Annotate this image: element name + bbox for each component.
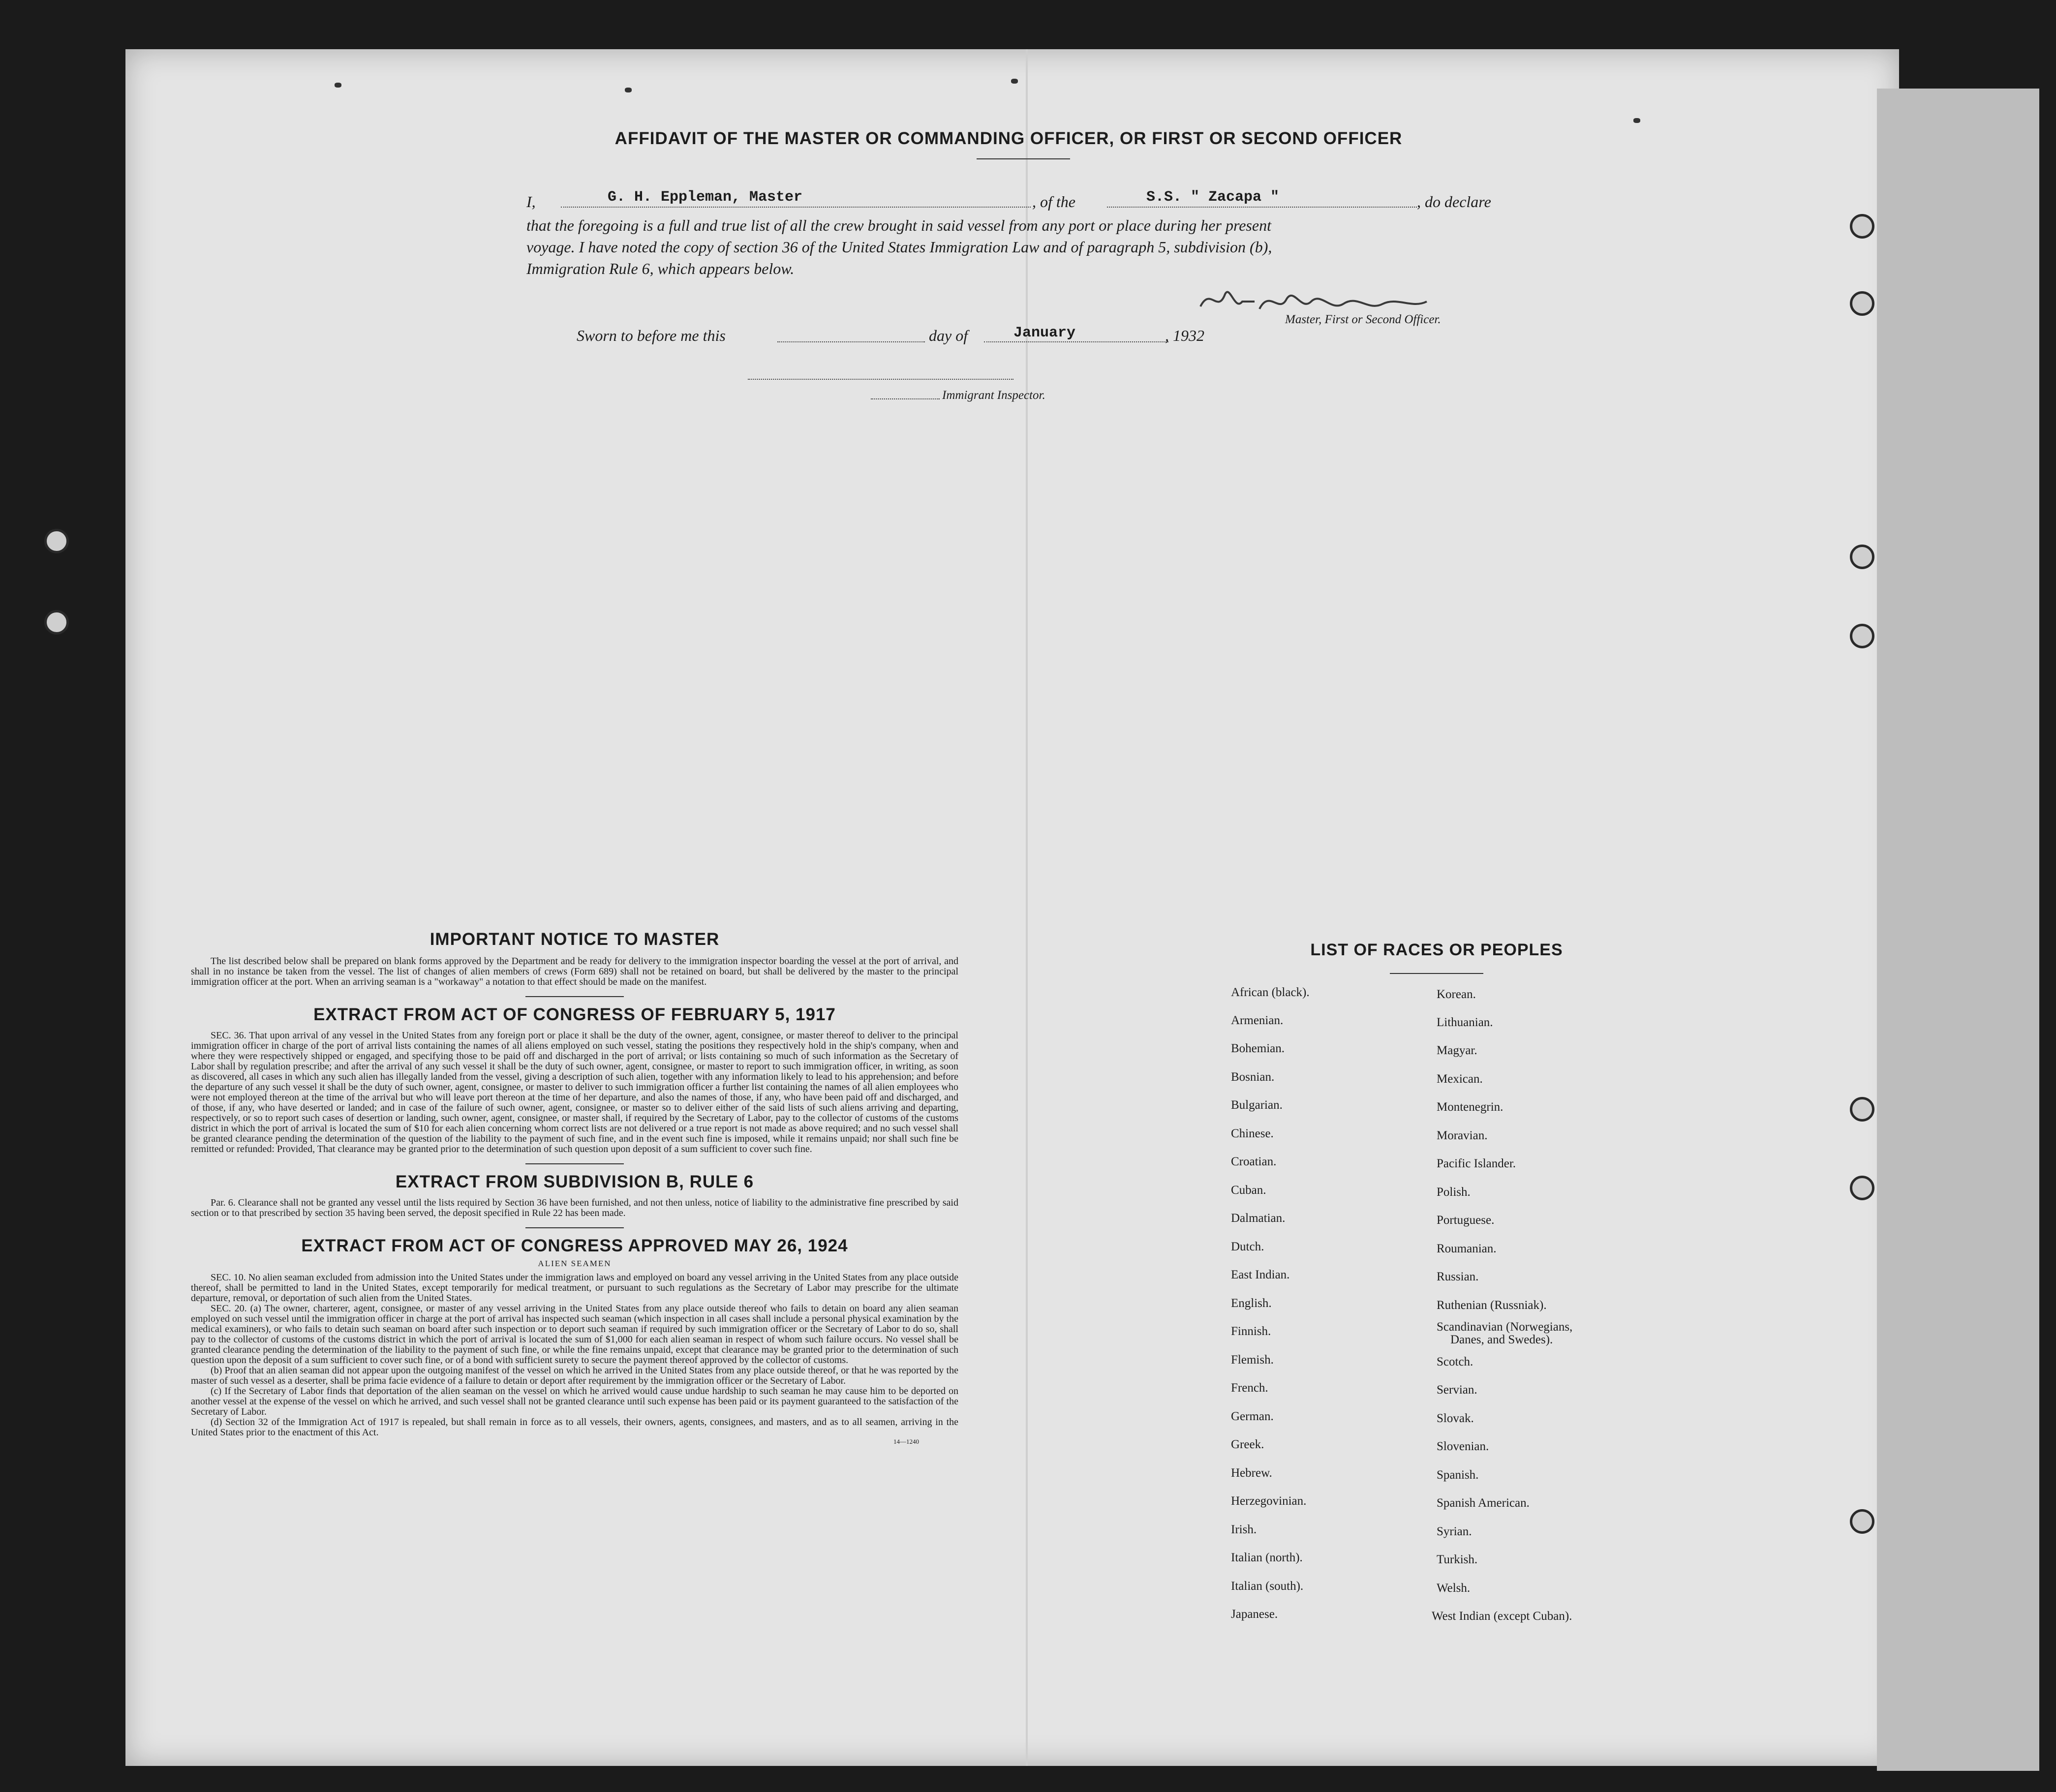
race-left-item: Irish. xyxy=(1231,1523,1257,1536)
race-left-item: Japanese. xyxy=(1231,1608,1278,1621)
punch-hole-icon xyxy=(1850,1097,1874,1122)
form-number: 14—1240 xyxy=(893,1438,919,1445)
ink-speck-icon xyxy=(1633,118,1640,123)
race-right-item: Russian. xyxy=(1437,1270,1479,1283)
vessel-fill-line xyxy=(1107,207,1417,208)
document-page xyxy=(125,49,1899,1766)
punch-hole-icon xyxy=(44,610,69,635)
of-the-label: , of the xyxy=(1032,193,1075,211)
race-right-item: Lithuanian. xyxy=(1437,1016,1493,1029)
sec-20a-text: SEC. 20. (a) The owner, charterer, agent, consignee, or master of any vessel arriving in the United States from any place outside thereof who fails to detain on board any alien seaman employed on such vessel until the immigration officer in charge at the port of arrival has inspected such seaman (which inspection in all cases shall include a personal physical examination by the medical examiners), or who fails to detain such seaman on board after such inspection or to deport such seaman if required by such immigration officer or the Secretary of Labor to do so, shall pay to the collector of customs of the customs district in which the port of arrival is located the sum of $1,000 for each alien seaman in respect of whom such failure occurs. No vessel shall be granted clearance pending the determination of the liability to the payment of such fine, or while the fine remains unpaid, except that clearance may be granted prior to the determination of such question upon the deposit of a sum sufficient to cover such fine, or of a bond with sufficient surety to secure the payment thereof approved by the collector of customs. xyxy=(191,1303,958,1366)
inspector-fill-line xyxy=(871,398,940,399)
race-left-item: Greek. xyxy=(1231,1438,1264,1451)
race-left-item: Croatian. xyxy=(1231,1155,1277,1168)
sworn-label: Sworn to before me this xyxy=(577,327,726,344)
race-right-item: Turkish. xyxy=(1437,1553,1478,1566)
sec-20b-text: (b) Proof that an alien seaman did not appear upon the outgoing manifest of the vessel on which he arrived in the United States from any place outside thereof, or that he was reported by the master of such vessel as a deserter, shall be prima facie evidence of a failure to detain or deport after requirement by the immigration officer or the Secretary of Labor. xyxy=(191,1365,958,1386)
month-fill-line xyxy=(984,341,1168,342)
punch-hole-icon xyxy=(1850,1176,1874,1200)
race-right-item: Montenegrin. xyxy=(1437,1100,1504,1114)
race-right-item: Polish. xyxy=(1437,1185,1471,1199)
day-of-label: day of xyxy=(929,327,968,344)
race-right-item: Scotch. xyxy=(1437,1355,1473,1368)
title-underline xyxy=(977,158,1070,159)
races-title-underline xyxy=(1390,973,1483,974)
inspector-sign-line xyxy=(748,379,1013,380)
race-right-item: Mexican. xyxy=(1437,1072,1483,1086)
race-right-item: Scandinavian (Norwegians, xyxy=(1437,1320,1573,1334)
notice-title: IMPORTANT NOTICE TO MASTER xyxy=(430,930,720,949)
month-value: January xyxy=(1013,325,1076,341)
ink-speck-icon xyxy=(335,83,341,88)
rule-6-title: EXTRACT FROM SUBDIVISION B, RULE 6 xyxy=(395,1172,754,1191)
race-left-item: Cuban. xyxy=(1231,1184,1266,1197)
sec-20c-text: (c) If the Secretary of Labor finds that deportation of the alien seaman on the vessel on which he arrived would cause undue hardship to such seaman he may cause him to be deported on another vessel at the expense of the vessel on which he arrived, and such vessel shall not be granted clearance until such expense has been paid or its payment guaranteed to the satisfaction of the Secretary of Labor. xyxy=(191,1386,958,1417)
race-left-item: Bosnian. xyxy=(1231,1070,1275,1084)
alien-seamen-subtitle: ALIEN SEAMEN xyxy=(538,1259,612,1268)
legal-extracts xyxy=(191,930,958,1446)
race-left-item: Chinese. xyxy=(1231,1127,1274,1140)
ink-speck-icon xyxy=(1011,79,1018,84)
master-name: G. H. Eppleman, Master xyxy=(608,189,803,206)
race-left-item: Bulgarian. xyxy=(1231,1098,1283,1112)
section-divider xyxy=(525,996,624,997)
signature-caption: Master, First or Second Officer. xyxy=(1285,313,1441,326)
rule-6-text: Par. 6. Clearance shall not be granted any vessel until the lists required by Section 36 have been furnished, and not then unless, notice of liability to the administrative fine prescribed by said section or to that prescribed by section 35 having been served, the deposit specified in Rule 22 has been made. xyxy=(191,1197,958,1218)
race-right-item: Slovak. xyxy=(1437,1412,1474,1425)
punch-hole-icon xyxy=(1850,214,1874,239)
sec-10-text: SEC. 10. No alien seaman excluded from admission into the United States under the immigration laws and employed on board any vessel arriving in the United States from any place outside thereof, shall be permitted to land in the United States, except temporarily for medical treatment, or pursuant to such regulations as the Secretary of Labor may prescribe for the ultimate departure, removal, or deportation of such alien from the United States. xyxy=(191,1272,958,1304)
race-right-item: Syrian. xyxy=(1437,1525,1472,1538)
notice-text: The list described below shall be prepared on blank forms approved by the Department and be ready for delivery to the immigration inspector boarding the vessel at the port of arrival, and shall in no instance be taken from the vessel. The list of changes of alien members of crews (Form 689) shall not be retained on board, but shall be delivered by the master to the principal immigration officer at the port. When an arriving seaman is a "workaway" a notation to that effect should be made on the manifest. xyxy=(191,956,958,987)
affidavit-line-2: that the foregoing is a full and true list of all the crew brought in said vessel from any port or place during her present xyxy=(526,216,1271,234)
affidavit-line-4: Immigration Rule 6, which appears below. xyxy=(526,260,795,277)
race-left-item: Italian (south). xyxy=(1231,1579,1304,1593)
race-left-item: Hebrew. xyxy=(1231,1466,1272,1480)
race-right-item: Portuguese. xyxy=(1437,1214,1495,1227)
race-left-item: Bohemian. xyxy=(1231,1042,1285,1055)
year-value: , 1932 xyxy=(1165,327,1204,344)
race-left-item: English. xyxy=(1231,1297,1272,1310)
punch-hole-icon xyxy=(1850,1509,1874,1534)
name-fill-line xyxy=(561,207,1031,208)
extract-1917-text: SEC. 36. That upon arrival of any vessel in the United States from any foreign port or place it shall be the duty of the owner, agent, consignee, or master thereof to deliver to the principal immigration officer in charge of the port of arrival lists containing the names of all aliens employed on such vessel, stating the positions they respectively hold in the ship's company, when and where they were respectively shipped or engaged, and specifying those to be paid off and discharged in the port of arrival; or lists containing so much of such information as the Secretary of Labor shall by regulation prescribe; and after the arrival of any such vessel it shall be the duty of such owner, agent, consignee, or master to report to such immigration officer, in writing, as soon as discovered, all cases in which any such alien has illegally landed from the vessel, giving a description of such alien, together with any information likely to lead to his apprehension; and before the departure of any such vessel it shall be the duty of such owner, agent, consignee, or master to deliver to such immigration officer a further list containing the names of all alien employees who were not employed thereon at the time of the arrival but who will leave port thereon at the time of her departure, and also the names of those, if any, who have been paid off and discharged, and of those, if any, who have deserted or landed; and in case of the failure of such owner, agent, consignee, or master so to deliver either of the said lists of such aliens arriving and departing, respectively, or so to report such cases of desertion or landing, such owner, agent, consignee, or master shall, if required by the Secretary of Labor, pay to the collector of customs of the customs district in which the port of arrival is located the sum of $10 for each alien concerning whom correct lists are not delivered or a true report is not made as above required; and no such vessel shall be granted clearance pending the determination of the question of the liability to the payment of such fine, and in the event such fine is imposed, while it remains unpaid; nor shall such fine be remitted or refunded: Provided, That clearance may be granted prior to the determination of such question upon deposit of a sum sufficient to cover such fine. xyxy=(191,1030,958,1154)
race-right-item: Danes, and Swedes). xyxy=(1450,1333,1553,1346)
section-divider xyxy=(525,1163,624,1164)
race-right-item: Slovenian. xyxy=(1437,1440,1489,1453)
do-declare-label: , do declare xyxy=(1417,193,1491,211)
race-right-item: West Indian (except Cuban). xyxy=(1432,1610,1572,1623)
race-right-item: Servian. xyxy=(1437,1383,1477,1397)
race-left-item: Italian (north). xyxy=(1231,1551,1303,1564)
race-left-item: German. xyxy=(1231,1410,1274,1423)
punch-hole-icon xyxy=(1850,624,1874,648)
race-right-item: Korean. xyxy=(1437,988,1476,1001)
race-right-item: Ruthenian (Russniak). xyxy=(1437,1299,1547,1312)
race-left-item: African (black). xyxy=(1231,986,1310,999)
punch-hole-icon xyxy=(1850,291,1874,316)
race-left-item: Armenian. xyxy=(1231,1014,1284,1027)
section-divider xyxy=(525,1227,624,1228)
punch-hole-icon xyxy=(1850,545,1874,569)
race-right-item: Moravian. xyxy=(1437,1129,1488,1142)
sec-20d-text: (d) Section 32 of the Immigration Act of 1917 is repealed, but shall remain in force as to all vessels, their owners, agents, consignees, and masters, and as to all seamen, arriving in the United States prior to the enactment of this Act. xyxy=(191,1417,958,1438)
page-edge-strip xyxy=(1877,89,2039,1771)
race-right-item: Welsh. xyxy=(1437,1581,1471,1595)
race-left-item: Flemish. xyxy=(1231,1353,1274,1367)
race-right-item: Spanish American. xyxy=(1437,1496,1530,1510)
inspector-caption: Immigrant Inspector. xyxy=(942,389,1045,402)
day-fill-line xyxy=(777,341,925,342)
race-right-item: Magyar. xyxy=(1437,1044,1477,1057)
races-title: LIST OF RACES OR PEOPLES xyxy=(1310,941,1563,959)
race-left-item: Finnish. xyxy=(1231,1325,1271,1338)
ink-speck-icon xyxy=(625,88,632,92)
race-left-item: East Indian. xyxy=(1231,1268,1290,1281)
race-right-item: Roumanian. xyxy=(1437,1242,1497,1255)
race-left-item: Herzegovinian. xyxy=(1231,1494,1307,1508)
affidavit-line-3: voyage. I have noted the copy of section 36 of the United States Immigration Law and of paragraph 5, subdivision (b), xyxy=(526,238,1272,256)
race-right-item: Spanish. xyxy=(1437,1468,1479,1482)
race-left-item: French. xyxy=(1231,1381,1268,1395)
race-right-item: Pacific Islander. xyxy=(1437,1157,1516,1170)
extract-1924-title: EXTRACT FROM ACT OF CONGRESS APPROVED MAY 26, 1924 xyxy=(301,1236,848,1255)
affidavit-title: AFFIDAVIT OF THE MASTER OR COMMANDING OFFICER, OR FIRST OR SECOND OFFICER xyxy=(614,129,1403,148)
affidavit-pronoun: I, xyxy=(526,193,536,211)
vessel-name: S.S. " Zacapa " xyxy=(1146,189,1280,206)
extract-1917-title: EXTRACT FROM ACT OF CONGRESS OF FEBRUARY 5, 1917 xyxy=(313,1005,836,1024)
race-left-item: Dalmatian. xyxy=(1231,1212,1286,1225)
race-left-item: Dutch. xyxy=(1231,1240,1264,1253)
punch-hole-icon xyxy=(44,529,69,553)
page-fold xyxy=(1026,49,1028,1766)
